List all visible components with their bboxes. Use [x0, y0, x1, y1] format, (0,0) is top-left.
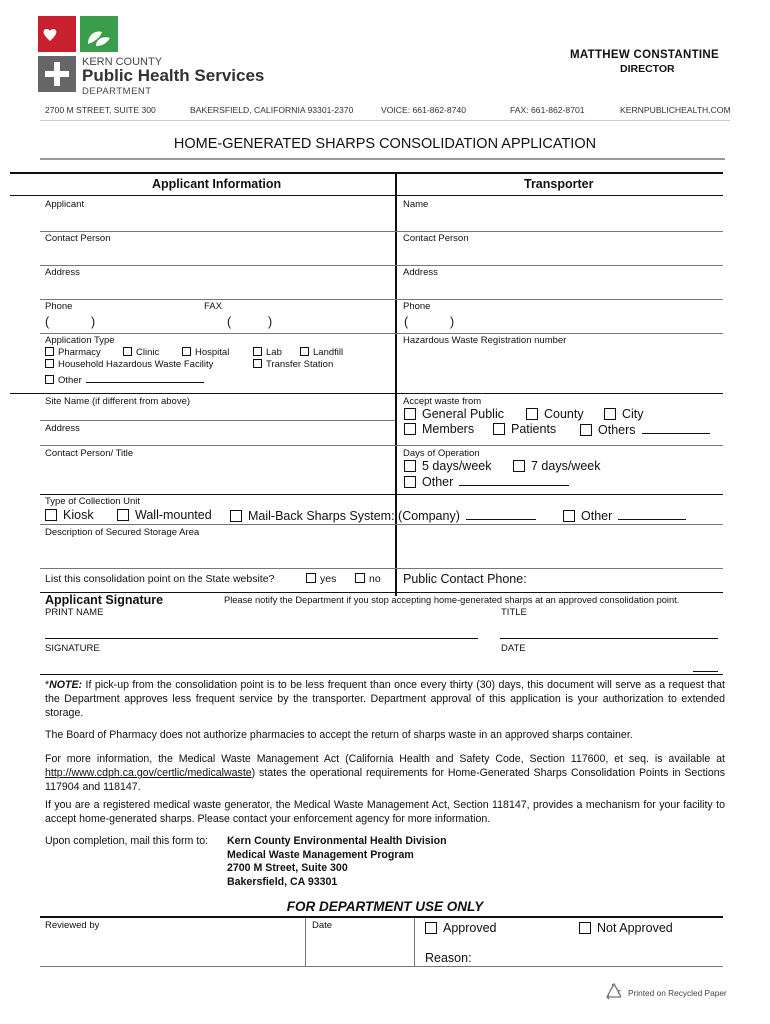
dept-col-divider	[305, 918, 306, 966]
row-line	[40, 231, 723, 232]
pharmacy-paragraph: The Board of Pharmacy does not authorize pharmacies to accept the return of sharps waste in an approved sharps container.	[45, 729, 633, 741]
mail-back-company-field[interactable]	[466, 508, 536, 520]
app-type-pharmacy[interactable]: Pharmacy	[45, 347, 101, 358]
checkbox[interactable]	[300, 347, 309, 356]
header-web: KERNPUBLICHEALTH.COM	[620, 105, 731, 115]
heading-bottom-border	[10, 195, 723, 196]
checkbox[interactable]	[123, 347, 132, 356]
reason-field[interactable]	[475, 948, 720, 964]
collection-other[interactable]: Other	[563, 508, 686, 523]
logo-red-heart-square	[38, 16, 76, 52]
org-line2: Public Health Services	[82, 66, 265, 85]
site-contact-label: Contact Person/ Title	[45, 448, 134, 459]
accept-county[interactable]: County	[526, 407, 584, 421]
info-paragraph: For more information, the Medical Waste Management Act (California Health and Safety Code, Section 117600, et seq. is available at http://www.cdph.ca.gov/certlic/medicalwaste) states the operational requirements for Home-Generated Sharps Consolidation Points in Sections 117904 and 118147.	[45, 753, 725, 793]
site-address-field[interactable]	[40, 434, 393, 444]
state-website-question: List this consolidation point on the State website?	[45, 573, 275, 585]
dept-bottom-border	[40, 966, 723, 967]
contact-person-label: Contact Person	[45, 233, 111, 244]
collection-kiosk[interactable]: Kiosk	[45, 508, 94, 522]
title-label: TITLE	[501, 607, 527, 618]
checkbox[interactable]	[117, 509, 129, 521]
checkbox[interactable]	[182, 347, 191, 356]
t-phone-area-close: )	[450, 315, 455, 329]
header-divider	[40, 120, 730, 121]
transporter-contact-field[interactable]	[400, 244, 720, 264]
transporter-name-label: Name	[403, 199, 429, 210]
signature-label: SIGNATURE	[45, 643, 100, 654]
transporter-contact-label: Contact Person	[403, 233, 469, 244]
heart-icon	[38, 16, 76, 52]
phone-area-open: (	[45, 315, 50, 329]
dept-top-border	[40, 916, 723, 918]
row-line	[40, 333, 723, 334]
checkbox[interactable]	[579, 922, 591, 934]
note-text: If pick-up from the consolidation point is to be less frequent than once every thirty (30) days, this document will serve as a request that the Department approves less frequent service by the transporter. Department approval of this application is your authorization to extended storage.	[45, 679, 725, 719]
checkbox[interactable]	[404, 423, 416, 435]
logo-green-leaf-square	[80, 16, 118, 52]
table-top-border	[10, 172, 723, 174]
accept-city[interactable]: City	[604, 407, 644, 421]
accept-general-public[interactable]: General Public	[404, 407, 504, 421]
column-divider	[395, 172, 397, 596]
print-name-label: PRINT NAME	[45, 607, 104, 618]
app-type-transfer[interactable]: Transfer Station	[253, 359, 333, 370]
row-line	[40, 445, 723, 446]
checkbox[interactable]	[230, 510, 242, 522]
checkbox[interactable]	[253, 347, 262, 356]
storage-desc-label: Description of Secured Storage Area	[45, 527, 200, 538]
dept-date-field[interactable]	[308, 932, 412, 964]
transporter-phone-label: Phone	[403, 301, 431, 312]
header-voice: VOICE: 661-862-8740	[381, 105, 467, 115]
applicant-heading: Applicant Information	[152, 177, 282, 191]
applicant-label: Applicant	[45, 199, 85, 210]
checkbox[interactable]	[493, 423, 505, 435]
header-address: 2700 M STREET, SUITE 300	[45, 105, 156, 115]
header-city: BAKERSFIELD, CALIFORNIA 93301-2370	[190, 105, 354, 115]
app-type-other[interactable]: Other	[45, 371, 204, 386]
recycled-paper-text: Printed on Recycled Paper	[628, 988, 727, 998]
date-field[interactable]	[500, 655, 718, 673]
days-other-field[interactable]	[459, 474, 569, 486]
leaf-icon	[80, 16, 118, 52]
mail-line: Bakersfield, CA 93301	[227, 875, 338, 888]
fax-area-close: )	[268, 315, 273, 329]
application-type-label: Application Type	[45, 335, 115, 346]
dept-col-divider	[414, 918, 415, 966]
days-label: Days of Operation	[403, 448, 480, 459]
print-name-field[interactable]	[45, 620, 478, 638]
applicant-field[interactable]	[40, 210, 393, 230]
title-line	[500, 638, 718, 639]
logo-gray-cross-square	[38, 56, 76, 92]
header-fax: FAX: 661-862-8701	[510, 105, 585, 115]
title-field[interactable]	[500, 620, 718, 638]
medical-star-icon	[38, 56, 76, 92]
mail-line: 2700 M Street, Suite 300	[227, 862, 348, 874]
row-line	[40, 524, 723, 525]
checkbox[interactable]	[253, 359, 262, 368]
address-field[interactable]	[40, 278, 393, 298]
not-approved-option[interactable]: Not Approved	[579, 921, 673, 935]
t-phone-area-open: (	[404, 315, 409, 329]
note-paragraph: *NOTE: If pick-up from the consolidation point is to be less frequent than once every thirty (30) days, this document will serve as a request that the Department approves less frequent service by the transporter. Department approval of this application is your authorization to extended storage.	[45, 679, 725, 719]
date-label: DATE	[501, 643, 526, 654]
dept-date-label: Date	[312, 920, 333, 931]
site-name-label: Site Name (if different from above)	[45, 396, 191, 407]
reason-label: Reason:	[425, 951, 472, 965]
app-type-hospital[interactable]: Hospital	[182, 347, 229, 358]
transporter-name-field[interactable]	[400, 210, 720, 230]
signature-field[interactable]	[45, 655, 478, 673]
checkbox[interactable]	[45, 375, 54, 384]
accept-members[interactable]: Members	[404, 422, 474, 436]
section-divider	[40, 494, 723, 495]
dept-use-heading: FOR DEPARTMENT USE ONLY	[286, 899, 484, 914]
site-contact-field[interactable]	[40, 460, 393, 490]
storage-desc-field[interactable]	[40, 539, 723, 567]
signature-line	[40, 674, 723, 675]
phone-label: Phone	[45, 301, 73, 312]
address-label: Address	[45, 267, 80, 278]
row-line	[40, 299, 723, 300]
public-contact-phone-label: Public Contact Phone:	[403, 572, 527, 586]
form-title: HOME-GENERATED SHARPS CONSOLIDATION APPLICATION	[173, 136, 597, 152]
days-5[interactable]: 5 days/week	[404, 459, 491, 473]
print-name-line	[45, 638, 478, 639]
approved-option[interactable]: Approved	[425, 921, 497, 935]
checkbox[interactable]	[580, 424, 592, 436]
reviewed-by-label: Reviewed by	[45, 920, 100, 931]
checkbox[interactable]	[45, 509, 57, 521]
org-line3: DEPARTMENT	[82, 86, 152, 97]
haz-reg-field[interactable]	[400, 346, 720, 386]
section-divider	[10, 393, 723, 394]
director-title: DIRECTOR	[620, 63, 675, 75]
collection-mail-back[interactable]: Mail-Back Sharps System: (Company)	[230, 508, 536, 523]
generator-paragraph: If you are a registered medical waste generator, the Medical Waste Management Act, Section 118147, provides a mechanism for your facility to accept home-generated sharps. Please contact your enforcement agency for more information.	[45, 799, 725, 825]
row-line	[40, 568, 723, 569]
checkbox[interactable]	[526, 408, 538, 420]
reviewed-by-field[interactable]	[40, 932, 302, 964]
app-type-clinic[interactable]: Clinic	[123, 347, 159, 358]
accept-patients[interactable]: Patients	[493, 422, 556, 436]
row-line	[40, 265, 723, 266]
days-7[interactable]: 7 days/week	[513, 459, 600, 473]
checkbox[interactable]	[45, 359, 54, 368]
note-label: NOTE:	[49, 679, 83, 691]
checkbox[interactable]	[425, 922, 437, 934]
accept-others-field[interactable]	[642, 422, 710, 434]
recycle-icon	[604, 982, 624, 1002]
transporter-phone-field[interactable]	[414, 314, 714, 330]
app-type-lab[interactable]: Lab	[253, 347, 282, 358]
fax-label: FAX	[204, 301, 222, 312]
checkbox[interactable]	[404, 408, 416, 420]
fax-area-open: (	[227, 315, 232, 329]
accept-from-label: Accept waste from	[403, 396, 482, 407]
mail-address	[227, 835, 447, 889]
mail-line: Kern County Environmental Health Division	[227, 835, 447, 847]
site-name-field[interactable]	[40, 407, 393, 419]
phone-area-close: )	[91, 315, 96, 329]
org-line1: KERN COUNTY	[82, 56, 163, 68]
mail-line: Medical Waste Management Program	[227, 848, 414, 861]
app-type-landfill[interactable]: Landfill	[300, 347, 343, 358]
collection-wall-mounted[interactable]: Wall-mounted	[117, 508, 212, 522]
medical-waste-link[interactable]: http://www.cdph.ca.gov/certlic/medicalwaste	[45, 767, 252, 779]
mail-label: Upon completion, mail this form to:	[45, 835, 209, 847]
transporter-heading: Transporter	[524, 177, 594, 191]
contact-person-field[interactable]	[40, 244, 393, 264]
app-type-hhw[interactable]: Household Hazardous Waste Facility	[45, 359, 213, 370]
site-address-label: Address	[45, 423, 80, 434]
transporter-address-label: Address	[403, 267, 438, 278]
checkbox[interactable]	[45, 347, 54, 356]
notify-text: Please notify the Department if you stop accepting home-generated sharps at an approved consolidation point.	[224, 595, 680, 605]
row-line	[40, 420, 395, 421]
title-underline	[40, 158, 725, 160]
public-contact-phone-field[interactable]	[532, 570, 720, 590]
transporter-address-field[interactable]	[400, 278, 720, 298]
phone-field[interactable]	[55, 314, 195, 330]
app-type-other-field[interactable]	[86, 371, 204, 383]
checkbox[interactable]	[355, 573, 365, 583]
haz-reg-label: Hazardous Waste Registration number	[403, 335, 567, 346]
checkbox[interactable]	[404, 476, 416, 488]
days-other[interactable]: Other	[404, 474, 569, 489]
checkbox[interactable]	[604, 408, 616, 420]
state-website-yes[interactable]: yes	[306, 573, 336, 585]
checkbox[interactable]	[306, 573, 316, 583]
signature-heading: Applicant Signature	[45, 593, 164, 607]
checkbox[interactable]	[513, 460, 525, 472]
state-website-no[interactable]: no	[355, 573, 381, 585]
date-short-line	[693, 671, 718, 672]
collection-other-field[interactable]	[618, 508, 686, 520]
fax-field[interactable]	[238, 314, 388, 330]
checkbox[interactable]	[563, 510, 575, 522]
accept-others[interactable]: Others	[580, 422, 710, 437]
collection-type-label: Type of Collection Unit	[45, 496, 141, 507]
checkbox[interactable]	[404, 460, 416, 472]
director-name: MATTHEW CONSTANTINE	[570, 49, 720, 61]
